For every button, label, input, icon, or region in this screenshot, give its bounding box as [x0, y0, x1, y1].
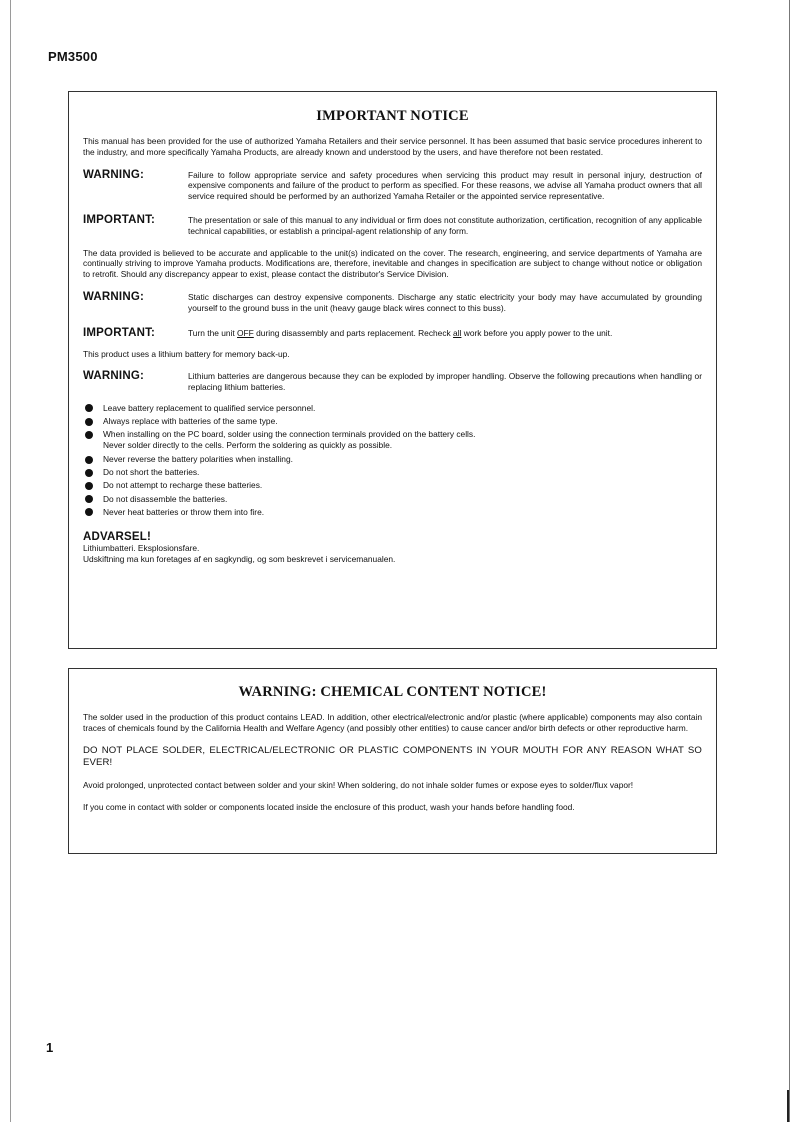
important-text: The presentation or sale of this manual to any individual or firm does not constitute authorization, certification, recognition of any applicable technical capabilities, or establish a principal-agent relationship of any form.: [188, 214, 702, 236]
scan-edge-right: [789, 0, 790, 1122]
underlined-all: all: [453, 327, 462, 338]
bullet-icon: [85, 469, 93, 477]
underlined-off: OFF: [237, 327, 254, 338]
list-item-subtext: Never solder directly to the cells. Perform the soldering as quickly as possible.: [103, 440, 393, 451]
list-item: [83, 493, 702, 506]
list-item-text: Do not disassemble the batteries.: [103, 493, 228, 504]
important-label: IMPORTANT:: [83, 213, 156, 226]
list-item-text: Do not attempt to recharge these batteries.: [103, 480, 263, 491]
list-item: [83, 466, 702, 479]
bullet-icon: [85, 404, 93, 412]
advarsel-heading: ADVARSEL!: [83, 530, 152, 543]
list-item-text: Never heat batteries or throw them into fire.: [103, 506, 265, 517]
list-item-text: Leave battery replacement to qualified service personnel.: [103, 402, 316, 413]
list-item: [83, 428, 702, 451]
important-label: IMPORTANT:: [83, 326, 156, 339]
data-accuracy-paragraph: The data provided is believed to be accurate and applicable to the unit(s) indicated on the cover. The research, engineering, and service departments of Yamaha are continually striving to improve Yamaha products. Modifications are, therefore, inevitable and changes in specification are subject to change without notice or obligation to retrofit. Should any discrepancy appear to exist, please contact the distributor's Service Division.: [83, 247, 702, 280]
chemical-paragraph-mouth: DO NOT PLACE SOLDER, ELECTRICAL/ELECTRONIC OR PLASTIC COMPONENTS IN YOUR MOUTH FOR ANY REASON WHAT SO EVER!: [83, 744, 702, 768]
chemical-paragraph-wash: If you come in contact with solder or components located inside the enclosure of this product, wash your hands before handling food.: [83, 802, 575, 813]
advarsel-line-1: Lithiumbatteri. Eksplosionsfare.: [83, 542, 200, 553]
chemical-notice-box: [68, 668, 717, 854]
text-fragment: Turn the unit: [188, 327, 238, 338]
chemical-paragraph-lead: The solder used in the production of this product contains LEAD. In addition, other electrical/electronic and/or plastic (where applicable) components may also contain traces of chemicals found by the California Health and Welfare Agency (and possibly other entities) to cause cancer and/or birth defects or other reproductive harm.: [83, 712, 702, 733]
warning-label: WARNING:: [83, 290, 145, 303]
list-item-text: Always replace with batteries of the same type.: [103, 416, 278, 427]
warning-label: WARNING:: [83, 168, 145, 181]
bullet-icon: [85, 482, 93, 490]
important-notice-title: IMPORTANT NOTICE: [316, 108, 469, 124]
bullet-icon: [85, 508, 93, 516]
scan-edge-left: [10, 0, 11, 1122]
bullet-icon: [85, 431, 93, 439]
text-fragment: work before you apply power to the unit.: [461, 327, 613, 338]
model-number: PM3500: [48, 49, 98, 64]
bullet-icon: [85, 418, 93, 426]
text-fragment: during disassembly and parts replacement. Recheck: [253, 327, 454, 338]
warning-text: Lithium batteries are dangerous because they can be exploded by improper handling. Observe the following precautions when handling or replacing lithium batteries.: [188, 371, 702, 393]
warning-label: WARNING:: [83, 370, 145, 383]
list-item-text: Do not short the batteries.: [103, 467, 200, 478]
warning-block-lithium: [83, 370, 702, 393]
list-item: [83, 402, 702, 415]
warning-text: Static discharges can destroy expensive components. Discharge any static electricity your body may have accumulated by grounding yourself to the ground buss in the unit (heavy gauge black wires connect to this buss).: [188, 291, 702, 313]
warning-block-service: [83, 169, 702, 202]
lithium-paragraph: This product uses a lithium battery for memory back-up.: [83, 348, 290, 359]
battery-precautions-list: [83, 402, 702, 519]
list-item: [83, 453, 702, 466]
bullet-icon: [85, 495, 93, 503]
important-block-sale: [83, 214, 702, 237]
chemical-paragraph-contact: Avoid prolonged, unprotected contact between solder and your skin! When soldering, do not inhale solder fumes or expose eyes to solder/flux vapor!: [83, 780, 634, 791]
advarsel-line-2: Udskiftning ma kun foretages af en sagkyndig, og som beskrevet i servicemanualen.: [83, 553, 396, 564]
list-item-text: When installing on the PC board, solder using the connection terminals provided on the battery cells.: [103, 429, 476, 440]
important-notice-box: [68, 91, 717, 649]
important-block-power: [83, 327, 702, 339]
advarsel-block: [83, 531, 702, 565]
page-number: 1: [46, 1040, 54, 1055]
scan-edge-right-mark: [787, 1090, 789, 1122]
list-item: [83, 479, 702, 492]
important-text: [188, 327, 702, 339]
list-item-text: Never reverse the battery polarities when installing.: [103, 454, 293, 465]
list-item: [83, 415, 702, 428]
warning-block-static: [83, 291, 702, 314]
list-item: [83, 506, 702, 519]
intro-paragraph: This manual has been provided for the use of authorized Yamaha Retailers and their service personnel. It has been assumed that basic service procedures inherent to the industry, and more specifically Yamaha Products, are already known and understood by the users, and have therefore not been restated.: [83, 136, 702, 157]
bullet-icon: [85, 456, 93, 464]
chemical-notice-title: WARNING: CHEMICAL CONTENT NOTICE!: [238, 684, 547, 700]
warning-text: Failure to follow appropriate service and safety procedures when servicing this product may result in personal injury, destruction of expensive components and failure of the product to perform as specified. For these reasons, we advise all Yamaha product owners that all service required should be performed by an authorized Yamaha Retailer or the appointed service representative.: [188, 169, 702, 202]
